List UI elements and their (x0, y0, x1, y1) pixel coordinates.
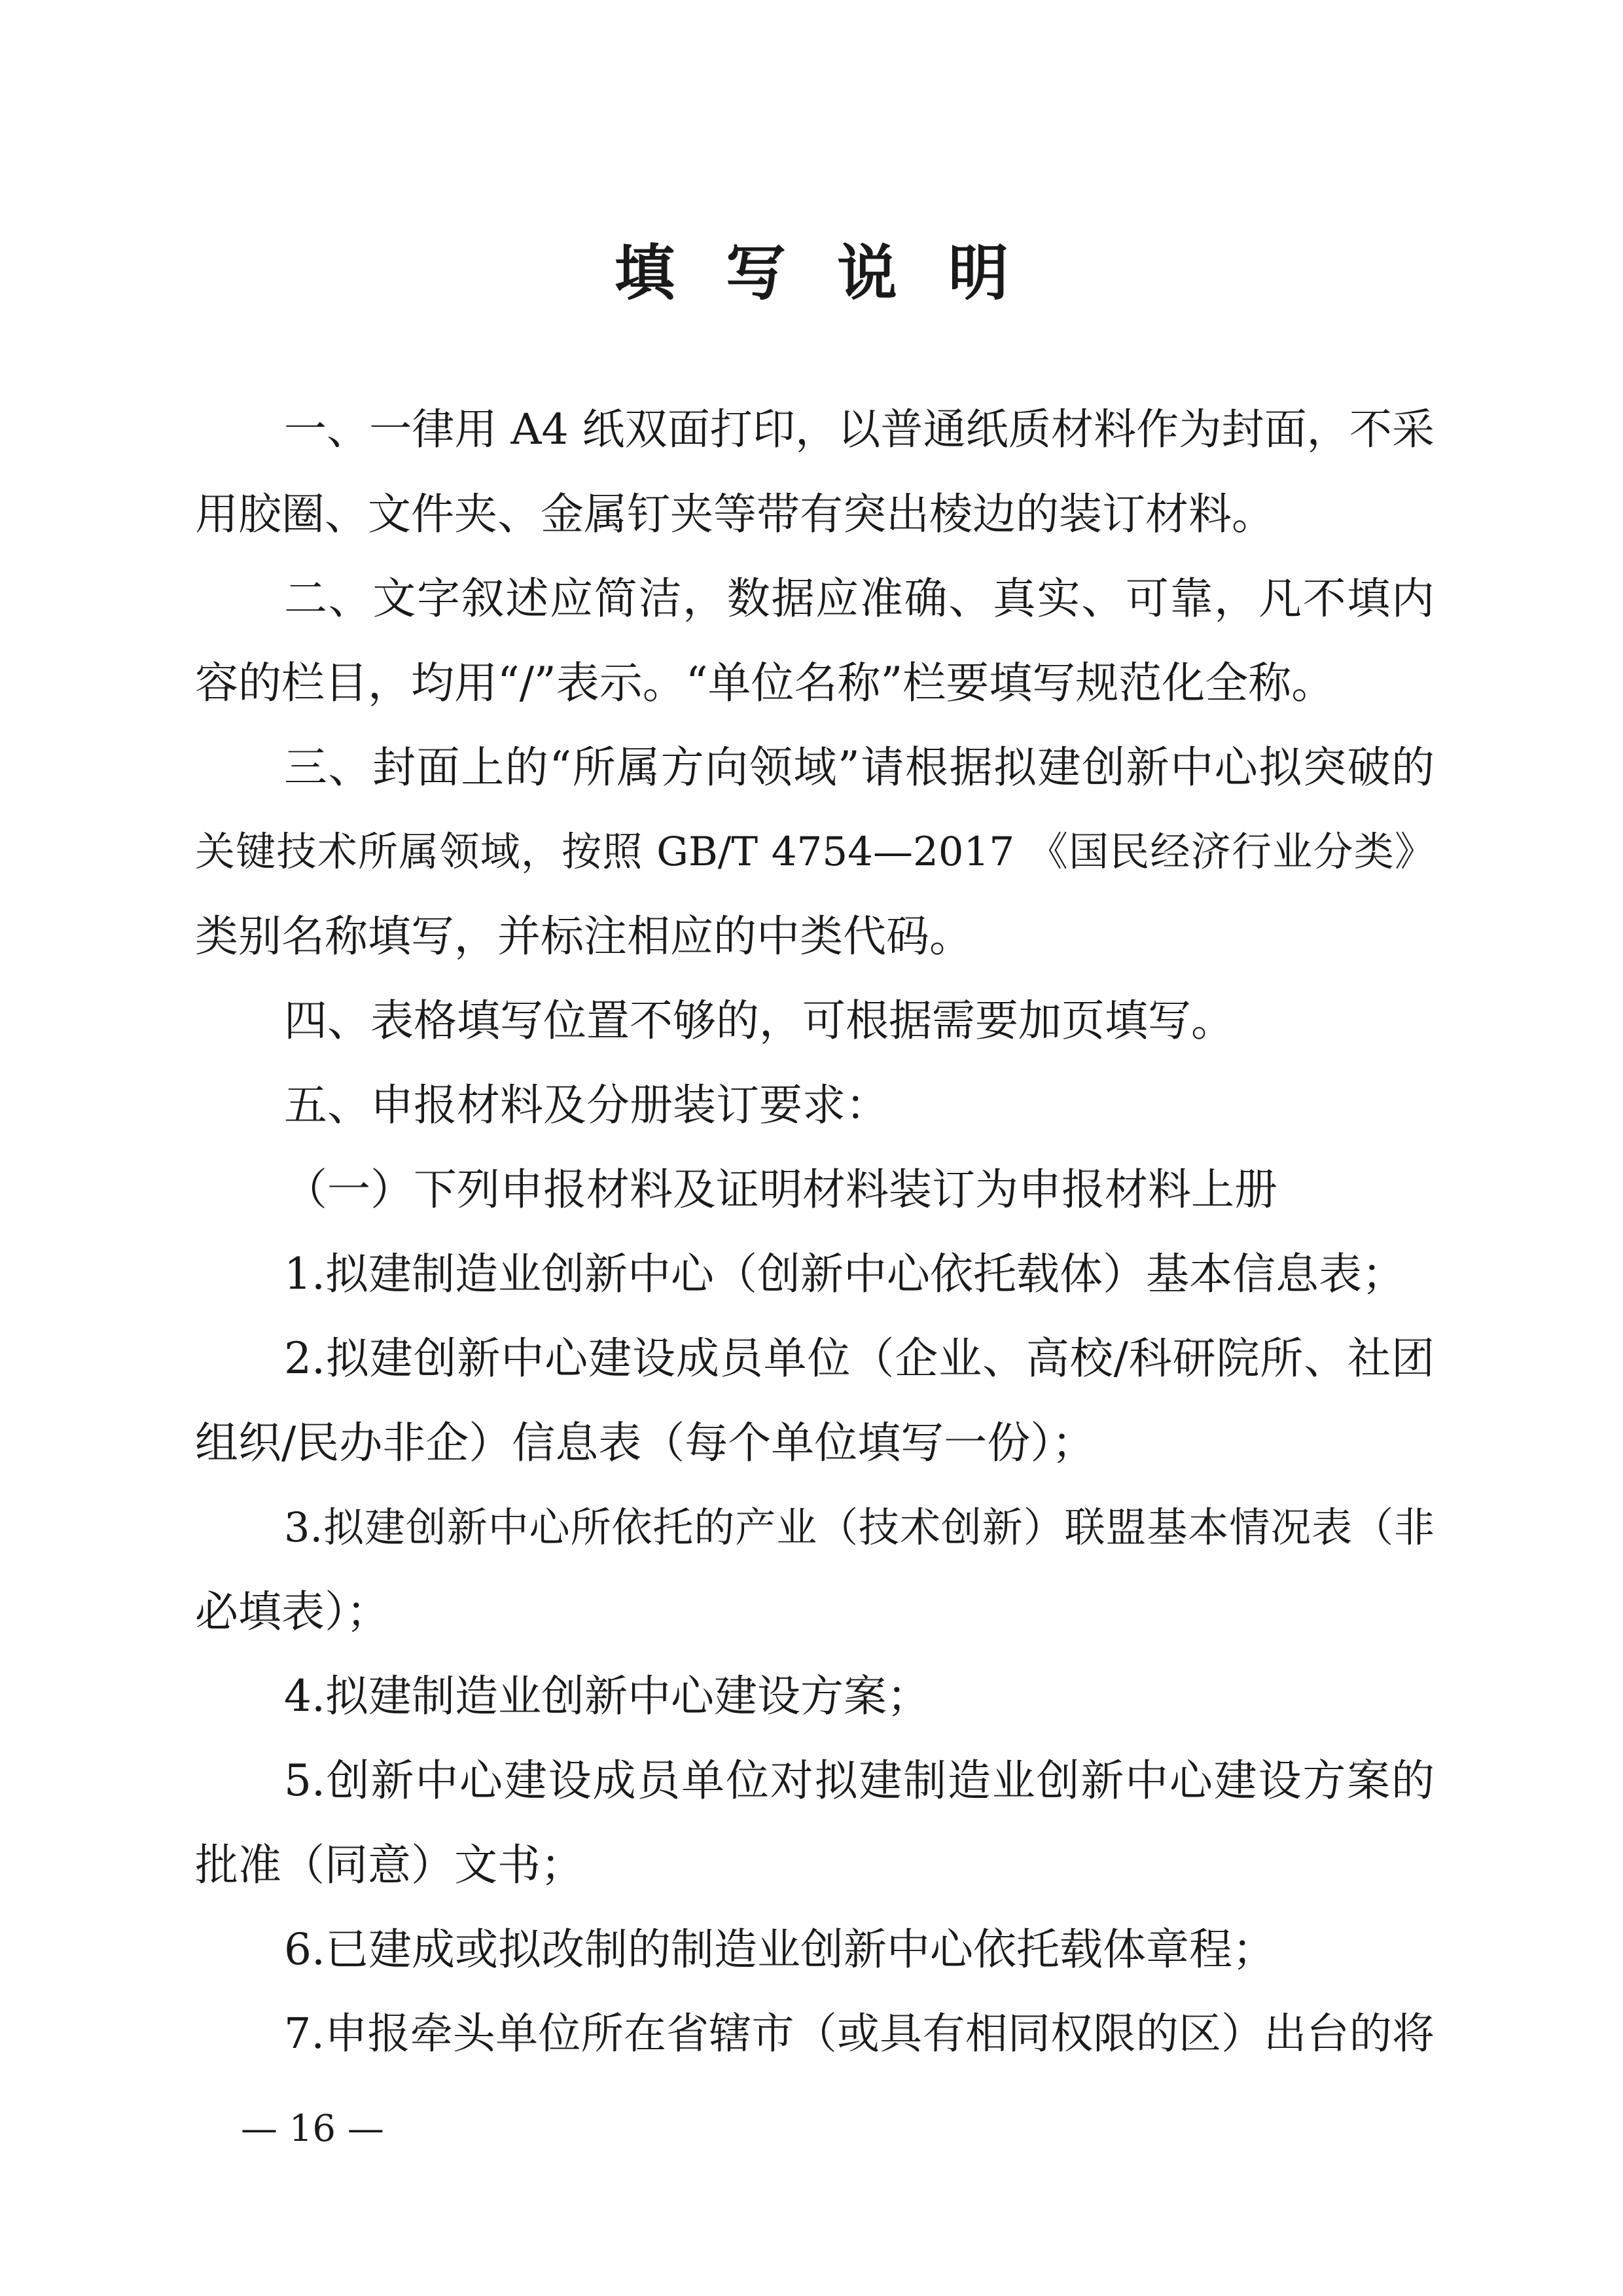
text-line-19: 6.已建成或拟改制的制造业创新中心依托载体章程； (284, 1924, 1275, 1975)
text-line-20: 7.申报牵头单位所在省辖市（或具有相同权限的区）出台的将 (284, 2009, 1435, 2058)
text-line-12: 2.拟建创新中心建设成员单位（企业、高校/科研院所、社团 (284, 1333, 1435, 1384)
text-line-3: 二、文字叙述应简洁，数据应准确、真实、可靠，凡不填内 (284, 573, 1435, 624)
text-line-5: 三、封面上的“所属方向领域”请根据拟建创新中心拟突破的 (284, 742, 1435, 793)
text-line-16: 4.拟建制造业创新中心建设方案； (284, 1671, 930, 1721)
text-line-4: 容的栏目，均用“/”表示。“单位名称”栏要填写规范化全称。 (195, 658, 1335, 708)
text-line-13: 组织/民办非企）信息表（每个单位填写一份）； (195, 1418, 1096, 1468)
text-line-2: 用胶圈、文件夹、金属钉夹等带有突出棱边的装订材料。 (195, 489, 1275, 539)
text-line-18: 批准（同意）文书； (195, 1840, 584, 1890)
page-title: 填写说明 (614, 238, 1060, 308)
text-line-1: 一、一律用 A4 纸双面打印，以普通纸质材料作为封面，不采 (284, 405, 1435, 454)
text-line-9: 五、申报材料及分册装订要求： (284, 1080, 889, 1130)
page-number: — 16 — (241, 2108, 384, 2150)
text-line-14: 3.拟建创新中心所依托的产业（技术创新）联盟基本情况表（非 (284, 1503, 1435, 1551)
text-line-6: 关键技术所属领域，按照 GB/T 4754—2017 《国民经济行业分类》 (195, 829, 1435, 875)
text-line-10: （一）下列申报材料及证明材料装订为申报材料上册 (284, 1164, 1277, 1215)
text-line-7: 类别名称填写，并标注相应的中类代码。 (195, 911, 972, 961)
text-line-17: 5.创新中心建设成员单位对拟建制造业创新中心建设方案的 (284, 1755, 1435, 1806)
text-line-15: 必填表）； (195, 1587, 389, 1637)
text-line-8: 四、表格填写位置不够的，可根据需要加页填写。 (284, 996, 1234, 1046)
text-line-11: 1.拟建制造业创新中心（创新中心依托载体）基本信息表； (284, 1249, 1405, 1299)
